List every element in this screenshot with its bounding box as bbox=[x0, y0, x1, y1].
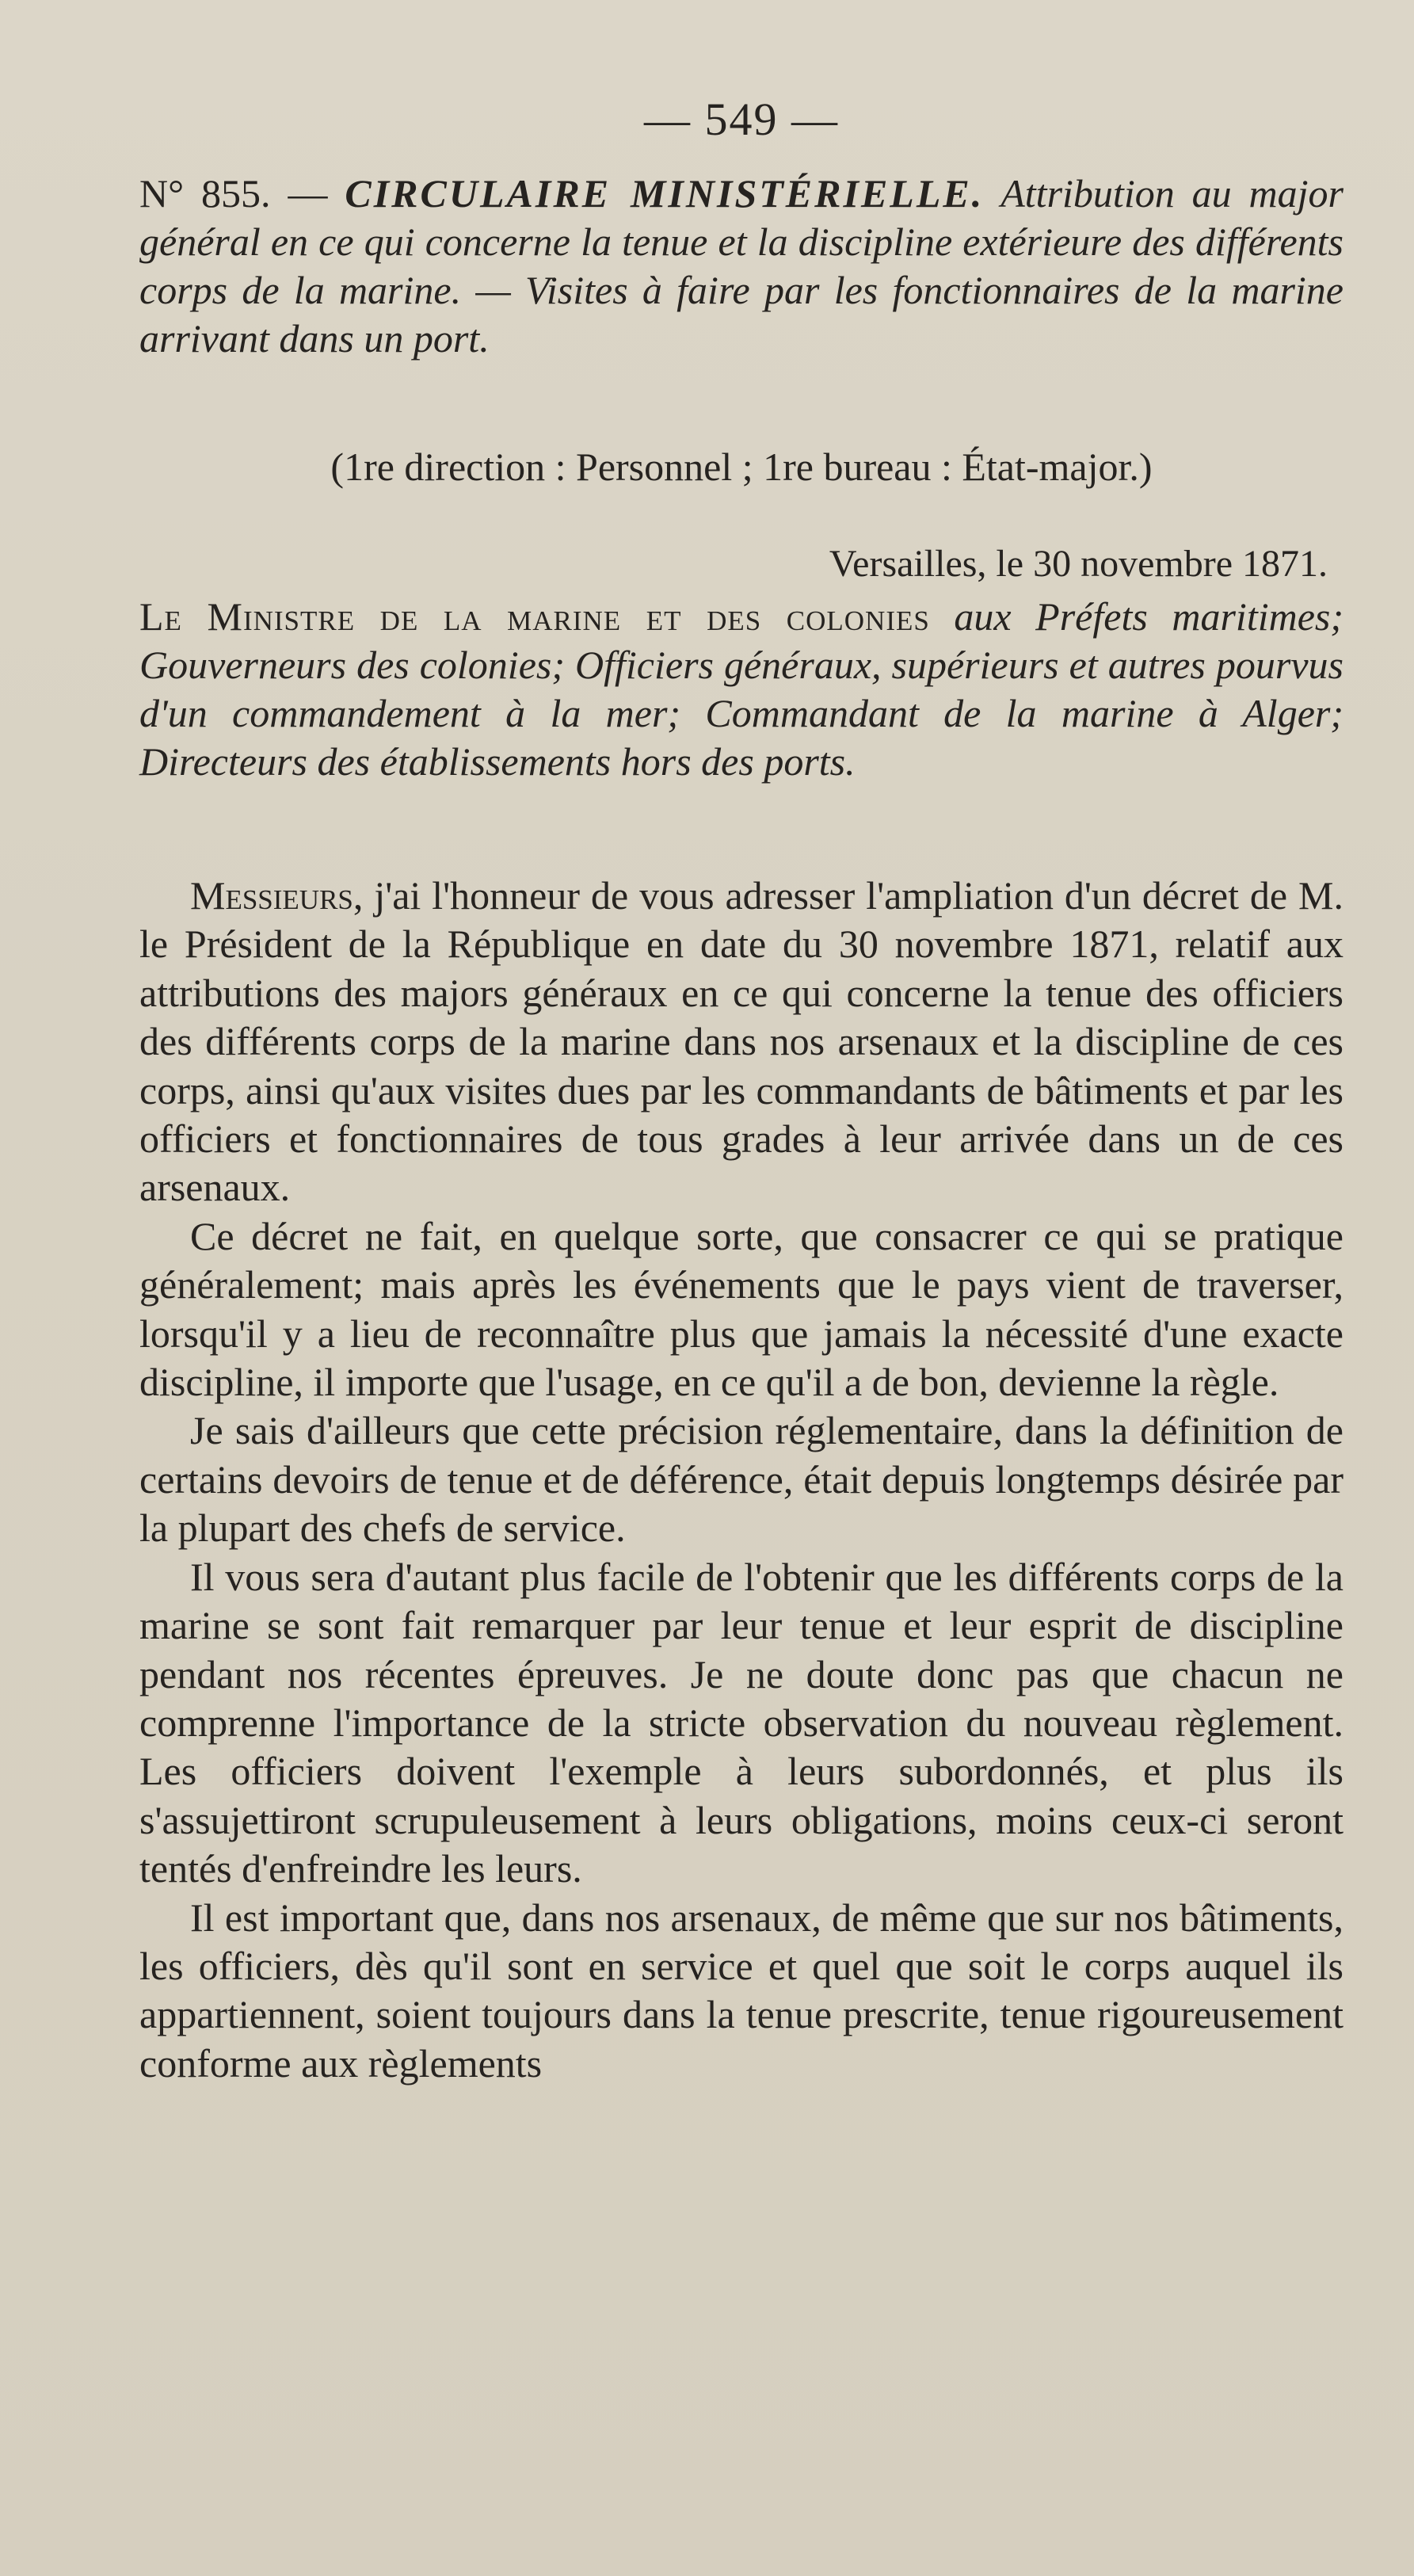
paragraph-4 bbox=[139, 1553, 1343, 1894]
paragraph-2 bbox=[139, 1212, 1343, 1407]
circular-subtitle: Attribution au major général en ce qui concerne la tenue et la discipline extérieure des différents corps de la marine. — Visites à faire par les fonctionnaires de la marine arrivant dans un port. bbox=[139, 171, 1344, 361]
page-number: — 549 — bbox=[644, 93, 839, 145]
circular-number: N° 855. — bbox=[139, 171, 345, 216]
paragraph-2-text: Ce décret ne fait, en quelque sorte, que consacrer ce qui se pratique généralement; mais après les événements que le pays vient de traverser, lorsqu'il y a lieu de reconnaître plus que jamais la nécessité d'une exacte discipline, il importe que l'usage, en ce qu'il a de bon, devienne la règle. bbox=[139, 1213, 1343, 1405]
address-sender: Le Ministre de la marine et des colonies bbox=[139, 594, 930, 639]
paragraph-1-text: j'ai l'honneur de vous adresser l'ampliation d'un décret de M. le Président de la République en date du 30 novembre 1871, relatif aux attributions des majors généraux en ce qui concerne la tenue des officiers des différents corps de la marine dans nos arsenaux et la discipline de ces corps, ainsi qu'aux visites dues par les commandants de bâtiments et par les officiers et fonctionnaires de tous grades à leur arrivée dans un de ces arsenaux. bbox=[139, 873, 1343, 1210]
direction-line: (1re direction : Personnel ; 1re bureau : État-major.) bbox=[330, 445, 1153, 489]
circular-heading bbox=[139, 170, 1343, 363]
letter-body bbox=[139, 872, 1343, 2088]
circular-title: CIRCULAIRE MINISTÉRIELLE. bbox=[345, 171, 985, 216]
paragraph-3-text: Je sais d'ailleurs que cette précision réglementaire, dans la définition de certains devoirs de tenue et de déférence, était depuis longtemps désirée par la plupart des chefs de service. bbox=[139, 1408, 1343, 1551]
paragraph-3 bbox=[139, 1406, 1343, 1552]
paragraph-4-text: Il vous sera d'autant plus facile de l'obtenir que les différents corps de la marine se sont fait remarquer par leur tenue et leur esprit de discipline pendant nos récentes épreuves. Je ne doute donc pas que chacun ne comprenne l'importance de la stricte observation du nouveau règlement. Les officiers doivent l'exemple à leurs subordonnés, et plus ils s'assujettiront scrupuleusement à leurs obligations, moins ceux-ci seront tentés d'enfreindre les leurs. bbox=[139, 1554, 1343, 1891]
paragraph-5-text: Il est important que, dans nos arsenaux, de même que sur nos bâtiments, les officiers, dès qu'il sont en service et quel que soit le corps auquel ils appartiennent, soient toujours dans la tenue prescrite, tenue rigoureusement conforme aux règlements bbox=[139, 1895, 1343, 2086]
salutation: Messieurs, bbox=[190, 873, 364, 918]
paragraph-5 bbox=[139, 1894, 1343, 2089]
address-block bbox=[139, 593, 1343, 786]
address-recipients: aux Préfets maritimes; Gouverneurs des colonies; Officiers généraux, supérieurs et autres pourvus d'un commandement à la mer; Commandant de la marine à Alger; Directeurs des établissements hors des ports. bbox=[139, 594, 1344, 784]
dateline: Versailles, le 30 novembre 1871. bbox=[829, 543, 1328, 585]
paragraph-1 bbox=[139, 872, 1343, 1212]
